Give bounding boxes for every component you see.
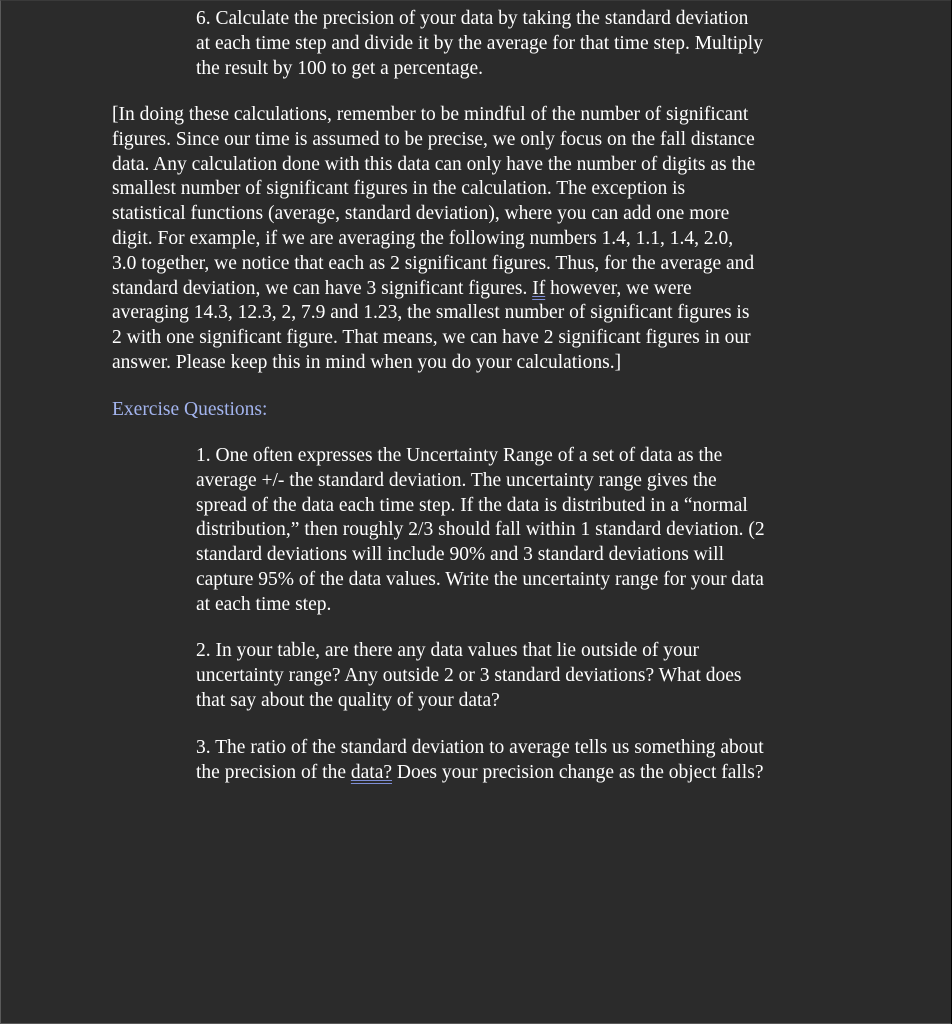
text-line: 6. Calculate the precision of your data by taking the standard deviation — [196, 8, 749, 29]
text-line: smallest number of significant figures in the calculation. The exception is — [112, 178, 686, 200]
underlined-word: data? — [350, 761, 393, 783]
text-line-with-underline — [112, 277, 755, 302]
text-line: spread of the data each time step. If the data is distributed in a “normal — [196, 494, 748, 516]
text-line: statistical functions (average, standard deviation), where you can add one more — [112, 203, 730, 225]
text-line: that say about the quality of your data? — [196, 689, 500, 711]
text-line: uncertainty range? Any outside 2 or 3 standard deviations? What does — [196, 664, 742, 686]
step-6-instruction — [196, 7, 763, 81]
text-segment: standard deviation, we can have 3 significant figures. — [112, 277, 528, 299]
text-line-with-underline — [196, 761, 764, 786]
question-1 — [196, 444, 765, 618]
text-line: average +/- the standard deviation. The uncertainty range gives the — [196, 469, 717, 491]
text-segment: the precision of the — [196, 761, 346, 783]
underlined-word: If — [532, 277, 546, 299]
text-line: 2. In your table, are there any data values that lie outside of your — [196, 640, 700, 661]
text-line: data. Any calculation done with this data can only have the number of digits as the — [112, 153, 756, 175]
text-line: 1. One often expresses the Uncertainty Range of a set of data as the — [196, 445, 723, 466]
text-line: 2 with one significant figure. That means, we can have 2 significant figures in our — [112, 327, 751, 349]
significant-figures-note — [112, 103, 755, 376]
text-line: answer. Please keep this in mind when you do your calculations.] — [112, 351, 622, 373]
text-line: at each time step and divide it by the average for that time step. Multiply — [196, 32, 763, 54]
text-line: standard deviations will include 90% and 3 standard deviations will — [196, 544, 725, 566]
text-line: digit. For example, if we are averaging the following numbers 1.4, 1.1, 1.4, 2.0, — [112, 227, 734, 249]
exercise-questions-heading: Exercise Questions: — [112, 399, 268, 420]
text-line: 3.0 together, we notice that each as 2 significant figures. Thus, for the average and — [112, 252, 755, 274]
question-3 — [196, 736, 764, 786]
text-line: [In doing these calculations, remember to be mindful of the number of significant — [112, 104, 749, 125]
text-line: distribution,” then roughly 2/3 should fall within 1 standard deviation. (2 — [196, 519, 765, 541]
text-line: averaging 14.3, 12.3, 2, 7.9 and 1.23, the smallest number of significant figures is — [112, 302, 750, 324]
question-2 — [196, 639, 742, 713]
text-segment: however, we were — [545, 277, 692, 299]
text-line: 3. The ratio of the standard deviation to average tells us something about — [196, 737, 764, 758]
text-line: the result by 100 to get a percentage. — [196, 57, 483, 79]
text-line: at each time step. — [196, 593, 332, 615]
text-line: figures. Since our time is assumed to be precise, we only focus on the fall distance — [112, 128, 755, 150]
text-line: capture 95% of the data values. Write the uncertainty range for your data — [196, 568, 764, 590]
text-segment: Does your precision change as the object falls? — [396, 761, 764, 783]
